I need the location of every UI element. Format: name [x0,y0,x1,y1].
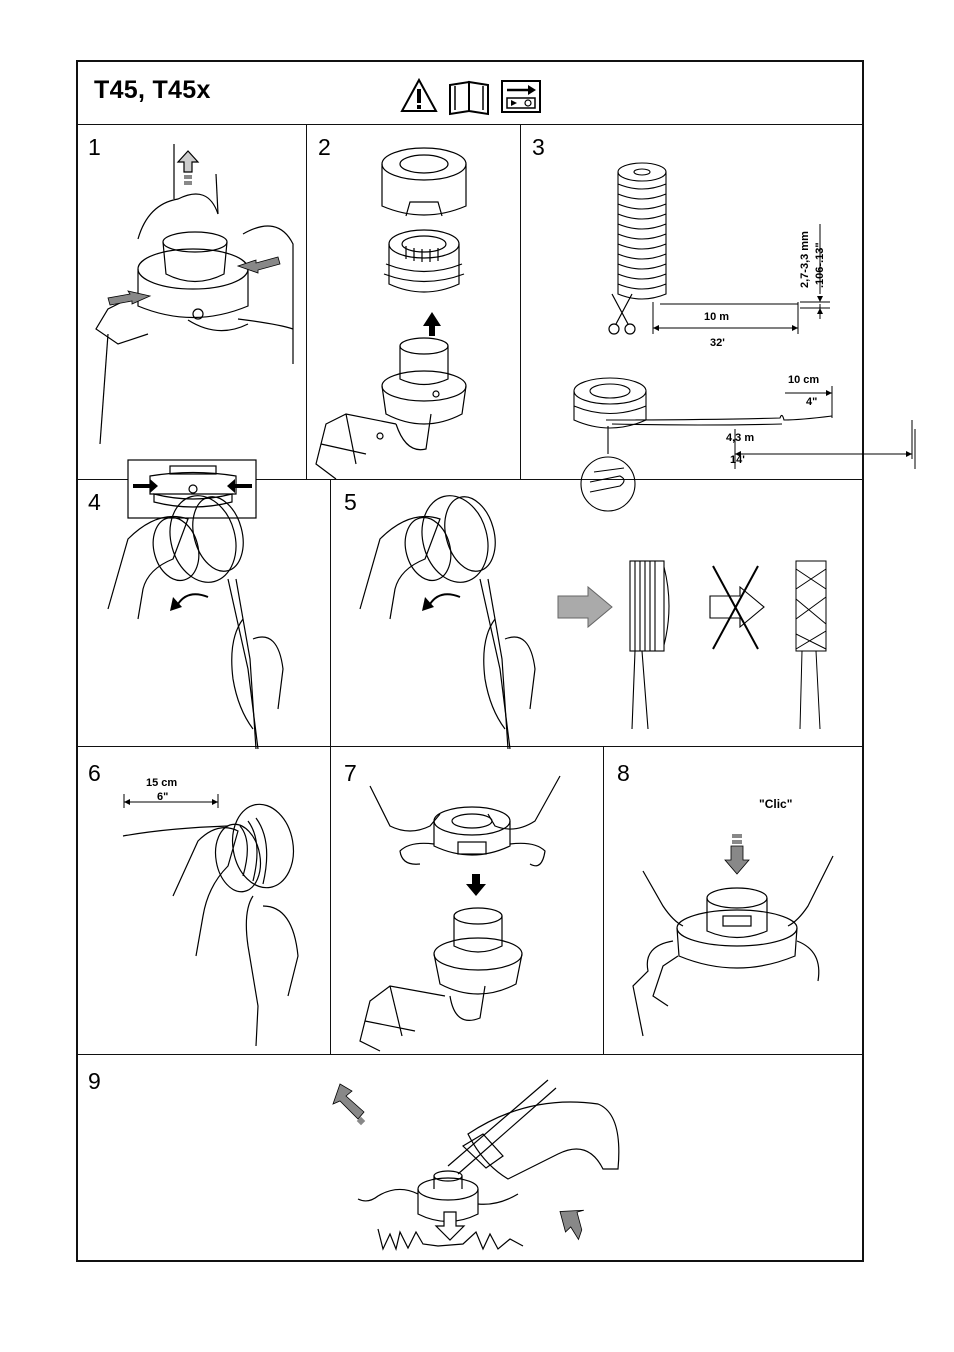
step-number: 4 [88,489,101,515]
step-6-illustration [78,746,330,1054]
wrong-winding [796,561,826,729]
manual-book-icon [450,82,488,114]
instruction-sheet [76,60,864,1262]
step-2-illustration [306,124,520,479]
step-number: 2 [318,134,331,160]
step-7-panel [330,746,603,1054]
step-number: 1 [88,134,101,160]
step-5-panel [330,479,866,746]
step-4-illustration [78,479,330,746]
tail-length-imperial: 6" [157,791,169,803]
step-number: 5 [344,489,357,515]
line-tail-metric: 10 cm [788,374,820,386]
step-number: 3 [532,134,545,160]
scissors-icon [609,294,635,334]
step-number: 7 [344,760,357,786]
step-5-illustration [330,479,866,746]
step-9-illustration [78,1054,866,1264]
step-4-panel [78,479,330,746]
click-sound-label: "Clic" [759,797,793,811]
step-number: 9 [88,1068,101,1094]
step-1-panel [78,124,306,479]
header-icons-svg [401,78,541,114]
wrong-winding-cross-icon [710,566,764,649]
step-7-illustration [330,746,603,1054]
step-number: 8 [617,760,630,786]
line-diameter-metric: 2,7-3,3 mm [799,231,811,288]
step-3-panel [520,124,866,479]
step-3-illustration [520,124,866,479]
step-2-panel [306,124,520,479]
step-6-panel [78,746,330,1054]
step-9-panel [78,1054,866,1264]
step-1-illustration [78,124,306,479]
tail-length-metric: 15 cm [146,777,178,789]
line-spool-icon [618,163,798,304]
line-length-metric: 10 m [704,311,730,323]
step-number: 6 [88,760,101,786]
step-8-illustration [603,746,866,1054]
line-ejection-arrow-icon [333,1084,592,1239]
line-length-imperial: 32' [710,337,725,349]
correct-winding [630,561,669,729]
line-tail-imperial: 4" [806,396,818,408]
step-8-panel [603,746,866,1054]
push-down-arrow-icon [725,834,749,874]
line-split-metric: 4,3 m [726,432,755,444]
tap-ground-arrow-icon [436,1212,464,1240]
line-split-imperial: 14' [730,454,745,466]
warning-icon [402,80,436,111]
settings-panel-icon [502,81,540,112]
line-diameter-imperial: .106-.13" [814,242,826,288]
page-title: T45, T45x [94,76,211,104]
